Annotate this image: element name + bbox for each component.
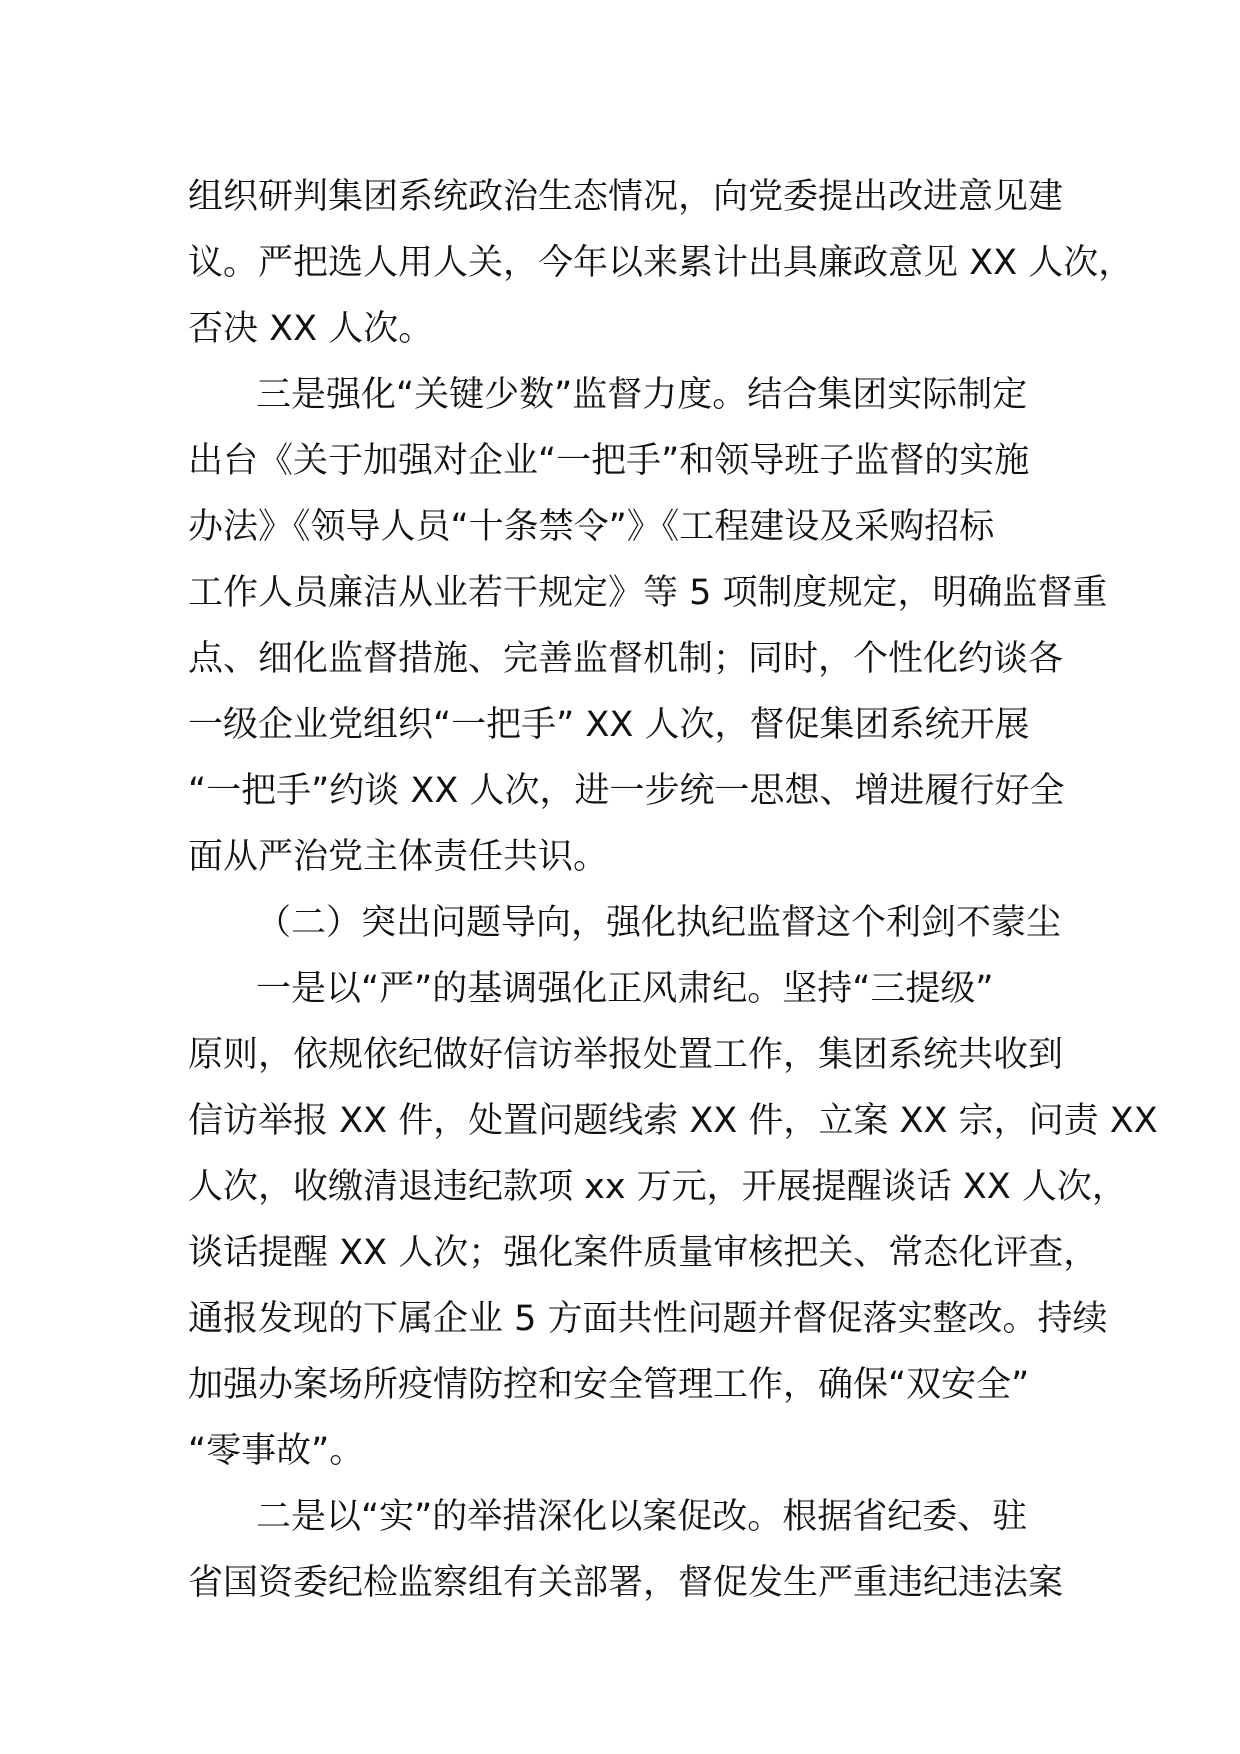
body-text-line: 办法》《领导人员“十条禁令”》《工程建设及采购招标 <box>188 507 995 547</box>
body-text-line: 点、细化监督措施、完善监督机制；同时，个性化约谈各 <box>188 639 1064 679</box>
body-text-line: “一把手”约谈 XX 人次，进一步统一思想、增进履行好全 <box>188 771 1065 811</box>
paragraph-start-line: 三是强化“关键少数”监督力度。结合集团实际制定 <box>256 375 1028 415</box>
body-text-line: 原则，依规依纪做好信访举报处置工作，集团系统共收到 <box>188 1035 1064 1075</box>
paragraph-start-line: 二是以“实”的举措深化以案促改。根据省纪委、驻 <box>256 1497 1028 1537</box>
body-text-line: 工作人员廉洁从业若干规定》等 5 项制度规定，明确监督重 <box>188 573 1108 613</box>
body-text-line: 一级企业党组织“一把手” XX 人次，督促集团系统开展 <box>188 705 1030 745</box>
body-text-line: 加强办案场所疫情防控和安全管理工作，确保“双安全” <box>188 1365 1030 1405</box>
body-text-line: 出台《关于加强对企业“一把手”和领导班子监督的实施 <box>188 441 1030 481</box>
body-text-line: 省国资委纪检监察组有关部署，督促发生严重违纪违法案 <box>188 1563 1064 1603</box>
body-text-line: 否决 XX 人次。 <box>188 309 434 349</box>
body-text-line: 组织研判集团系统政治生态情况，向党委提出改进意见建 <box>188 177 1064 217</box>
body-text-line: 面从严治党主体责任共识。 <box>188 837 609 877</box>
paragraph-start-line: 一是以“严”的基调强化正风肃纪。坚持“三提级” <box>256 969 994 1009</box>
body-text-line: 人次，收缴清退违纪款项 xx 万元，开展提醒谈话 XX 人次， <box>188 1167 1127 1207</box>
body-text-line: 通报发现的下属企业 5 方面共性问题并督促落实整改。持续 <box>188 1299 1108 1339</box>
body-text-line: “零事故”。 <box>188 1431 365 1471</box>
body-text-line: 谈话提醒 XX 人次；强化案件质量审核把关、常态化评查， <box>188 1233 1099 1273</box>
body-text-line: 信访举报 XX 件，处置问题线索 XX 件，立案 XX 宗，问责 XX <box>188 1101 1158 1141</box>
body-text-line: 议。严把选人用人关，今年以来累计出具廉政意见 XX 人次， <box>188 243 1134 283</box>
section-heading: （二）突出问题导向，强化执纪监督这个利剑不蒙尘 <box>256 903 1062 943</box>
